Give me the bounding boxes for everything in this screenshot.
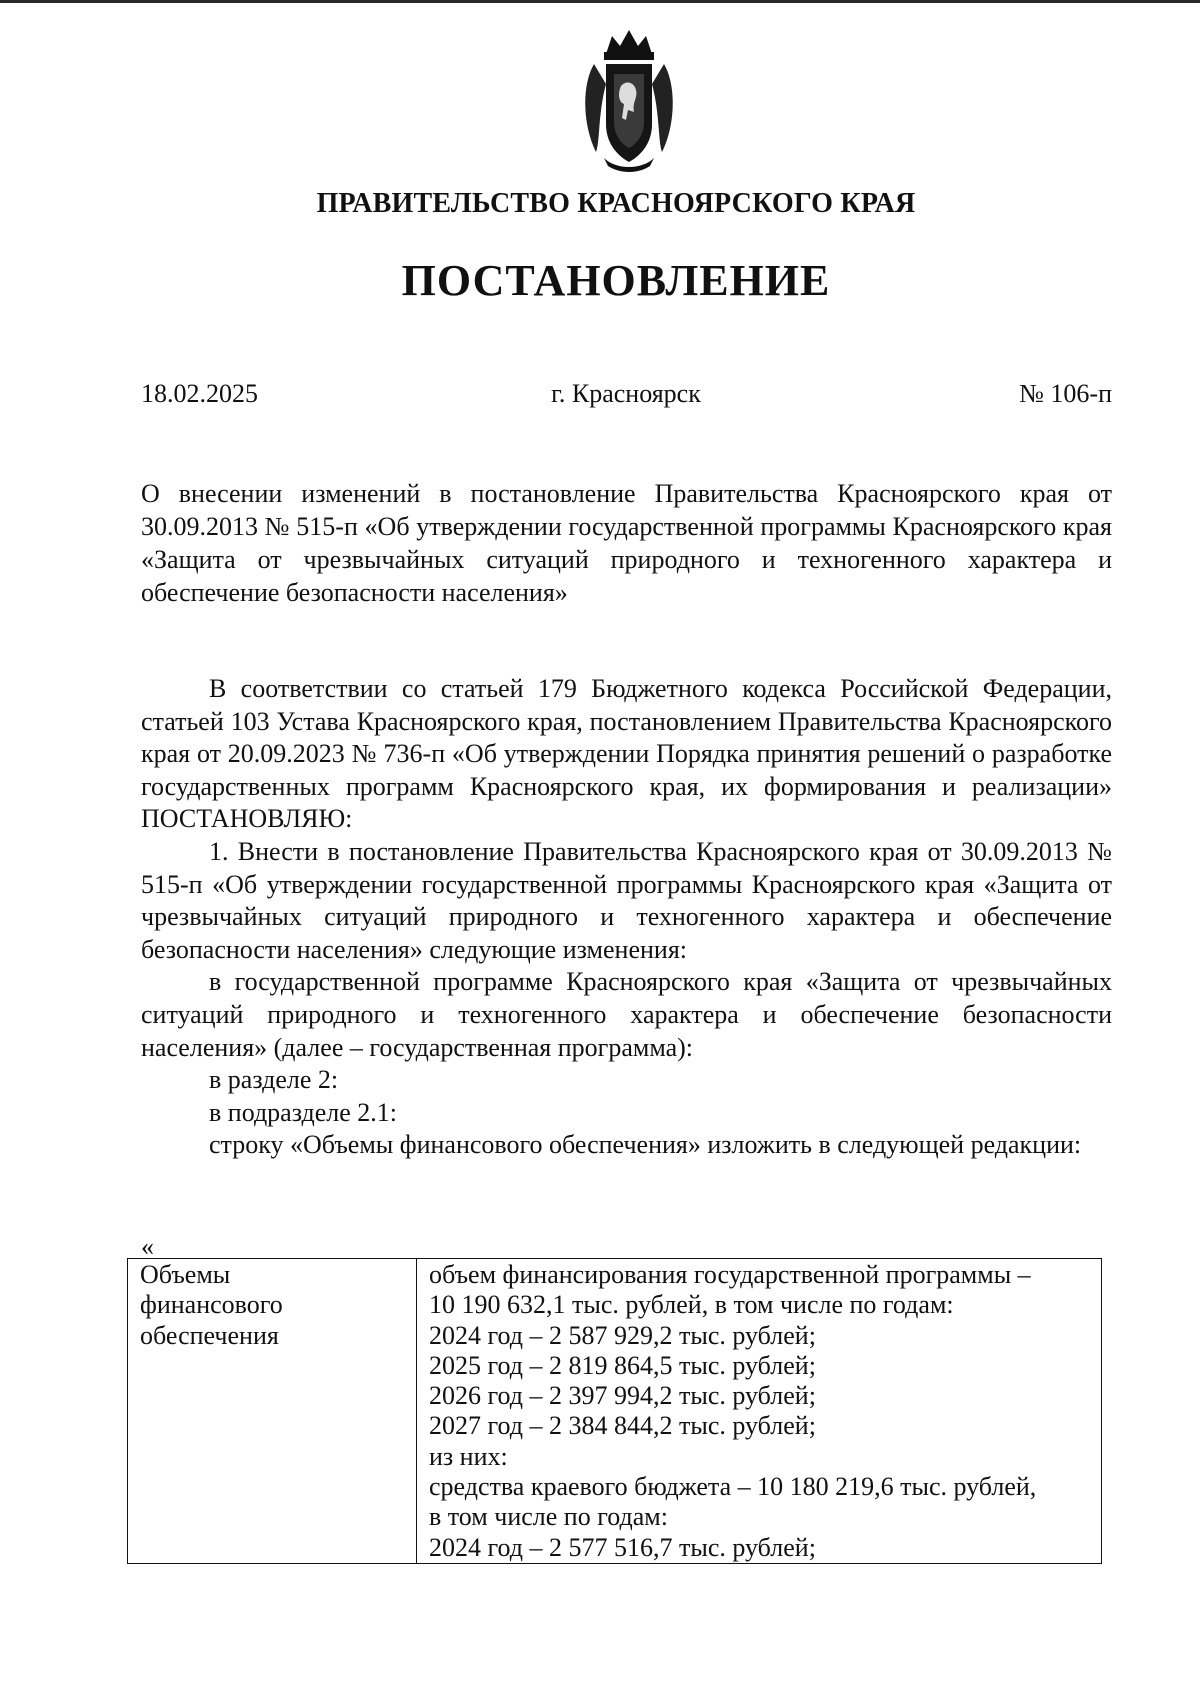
document-subject: О внесении изменений в постановление Правительства Красноярского края от 30.09.2013 № 515-п «Об утверждении государственной программы Красноярского края «Защита от чрезвычайных ситуаций природного и техногенного характера и обеспечение безопасности населения» bbox=[141, 479, 1112, 607]
document-type-title: ПОСТАНОВЛЕНИЕ bbox=[401, 256, 831, 305]
value-line: в том числе по годам: bbox=[429, 1502, 668, 1532]
table-row bbox=[128, 1259, 1102, 1564]
value-line: 2024 год – 2 577 516,7 тыс. рублей; bbox=[429, 1532, 816, 1562]
government-name: ПРАВИТЕЛЬСТВО КРАСНОЯРСКОГО КРАЯ bbox=[316, 188, 916, 219]
value-line: из них: bbox=[429, 1441, 508, 1471]
financing-table bbox=[127, 1258, 1102, 1564]
value-line: средства краевого бюджета – 10 180 219,6 тыс. рублей, bbox=[429, 1472, 1037, 1502]
opening-quote: « bbox=[141, 1232, 154, 1261]
value-line: 2025 год – 2 819 864,5 тыс. рублей; bbox=[429, 1350, 816, 1380]
paragraph-program: в государственной программе Красноярского края «Защита от чрезвычайных ситуаций природного и техногенного характера и обеспечение безопасности населения» (далее – государственная программа): bbox=[141, 967, 1112, 1062]
paragraph-section: в разделе 2: bbox=[209, 1065, 339, 1095]
paragraph-subsection: в подразделе 2.1: bbox=[209, 1097, 398, 1127]
label-line: обеспечения bbox=[140, 1320, 279, 1350]
paragraph-item-1: 1. Внести в постановление Правительства Красноярского края от 30.09.2013 № 515-п «Об утверждении государственной программы Красноярского края «Защита от чрезвычайных ситуаций природного и техногенного характера и обеспечение безопасности населения» следующие изменения: bbox=[141, 836, 1112, 964]
table-label-cell bbox=[128, 1259, 417, 1564]
value-line: 10 190 632,1 тыс. рублей, в том числе по годам: bbox=[429, 1290, 954, 1320]
value-line: объем финансирования государственной программы – bbox=[429, 1260, 1031, 1289]
coat-of-arms-icon bbox=[576, 24, 682, 174]
label-line: Объемы bbox=[140, 1260, 231, 1289]
document-body bbox=[141, 673, 1112, 1162]
document-number: № 106-п bbox=[1019, 379, 1112, 408]
value-line: 2024 год – 2 587 929,2 тыс. рублей; bbox=[429, 1320, 816, 1350]
document-city: г. Красноярск bbox=[551, 379, 701, 408]
paragraph-instruction: строку «Объемы финансового обеспечения» изложить в следующей редакции: bbox=[209, 1130, 1082, 1160]
label-line: финансового bbox=[140, 1290, 283, 1320]
document-date: 18.02.2025 bbox=[141, 379, 258, 408]
value-line: 2027 год – 2 384 844,2 тыс. рублей; bbox=[429, 1411, 816, 1441]
table-value-cell bbox=[417, 1259, 1102, 1564]
paragraph-legal-basis: В соответствии со статьей 179 Бюджетного кодекса Российской Федерации, статьей 103 Устава Красноярского края, постановлением Правительства Красноярского края от 20.09.2023 № 736-п «Об утверждении Порядка принятия решений о разработке государственных программ Красноярского края, их формирования и реализации» ПОСТАНОВЛЯЮ: bbox=[141, 674, 1112, 834]
value-line: 2026 год – 2 397 994,2 тыс. рублей; bbox=[429, 1381, 816, 1411]
